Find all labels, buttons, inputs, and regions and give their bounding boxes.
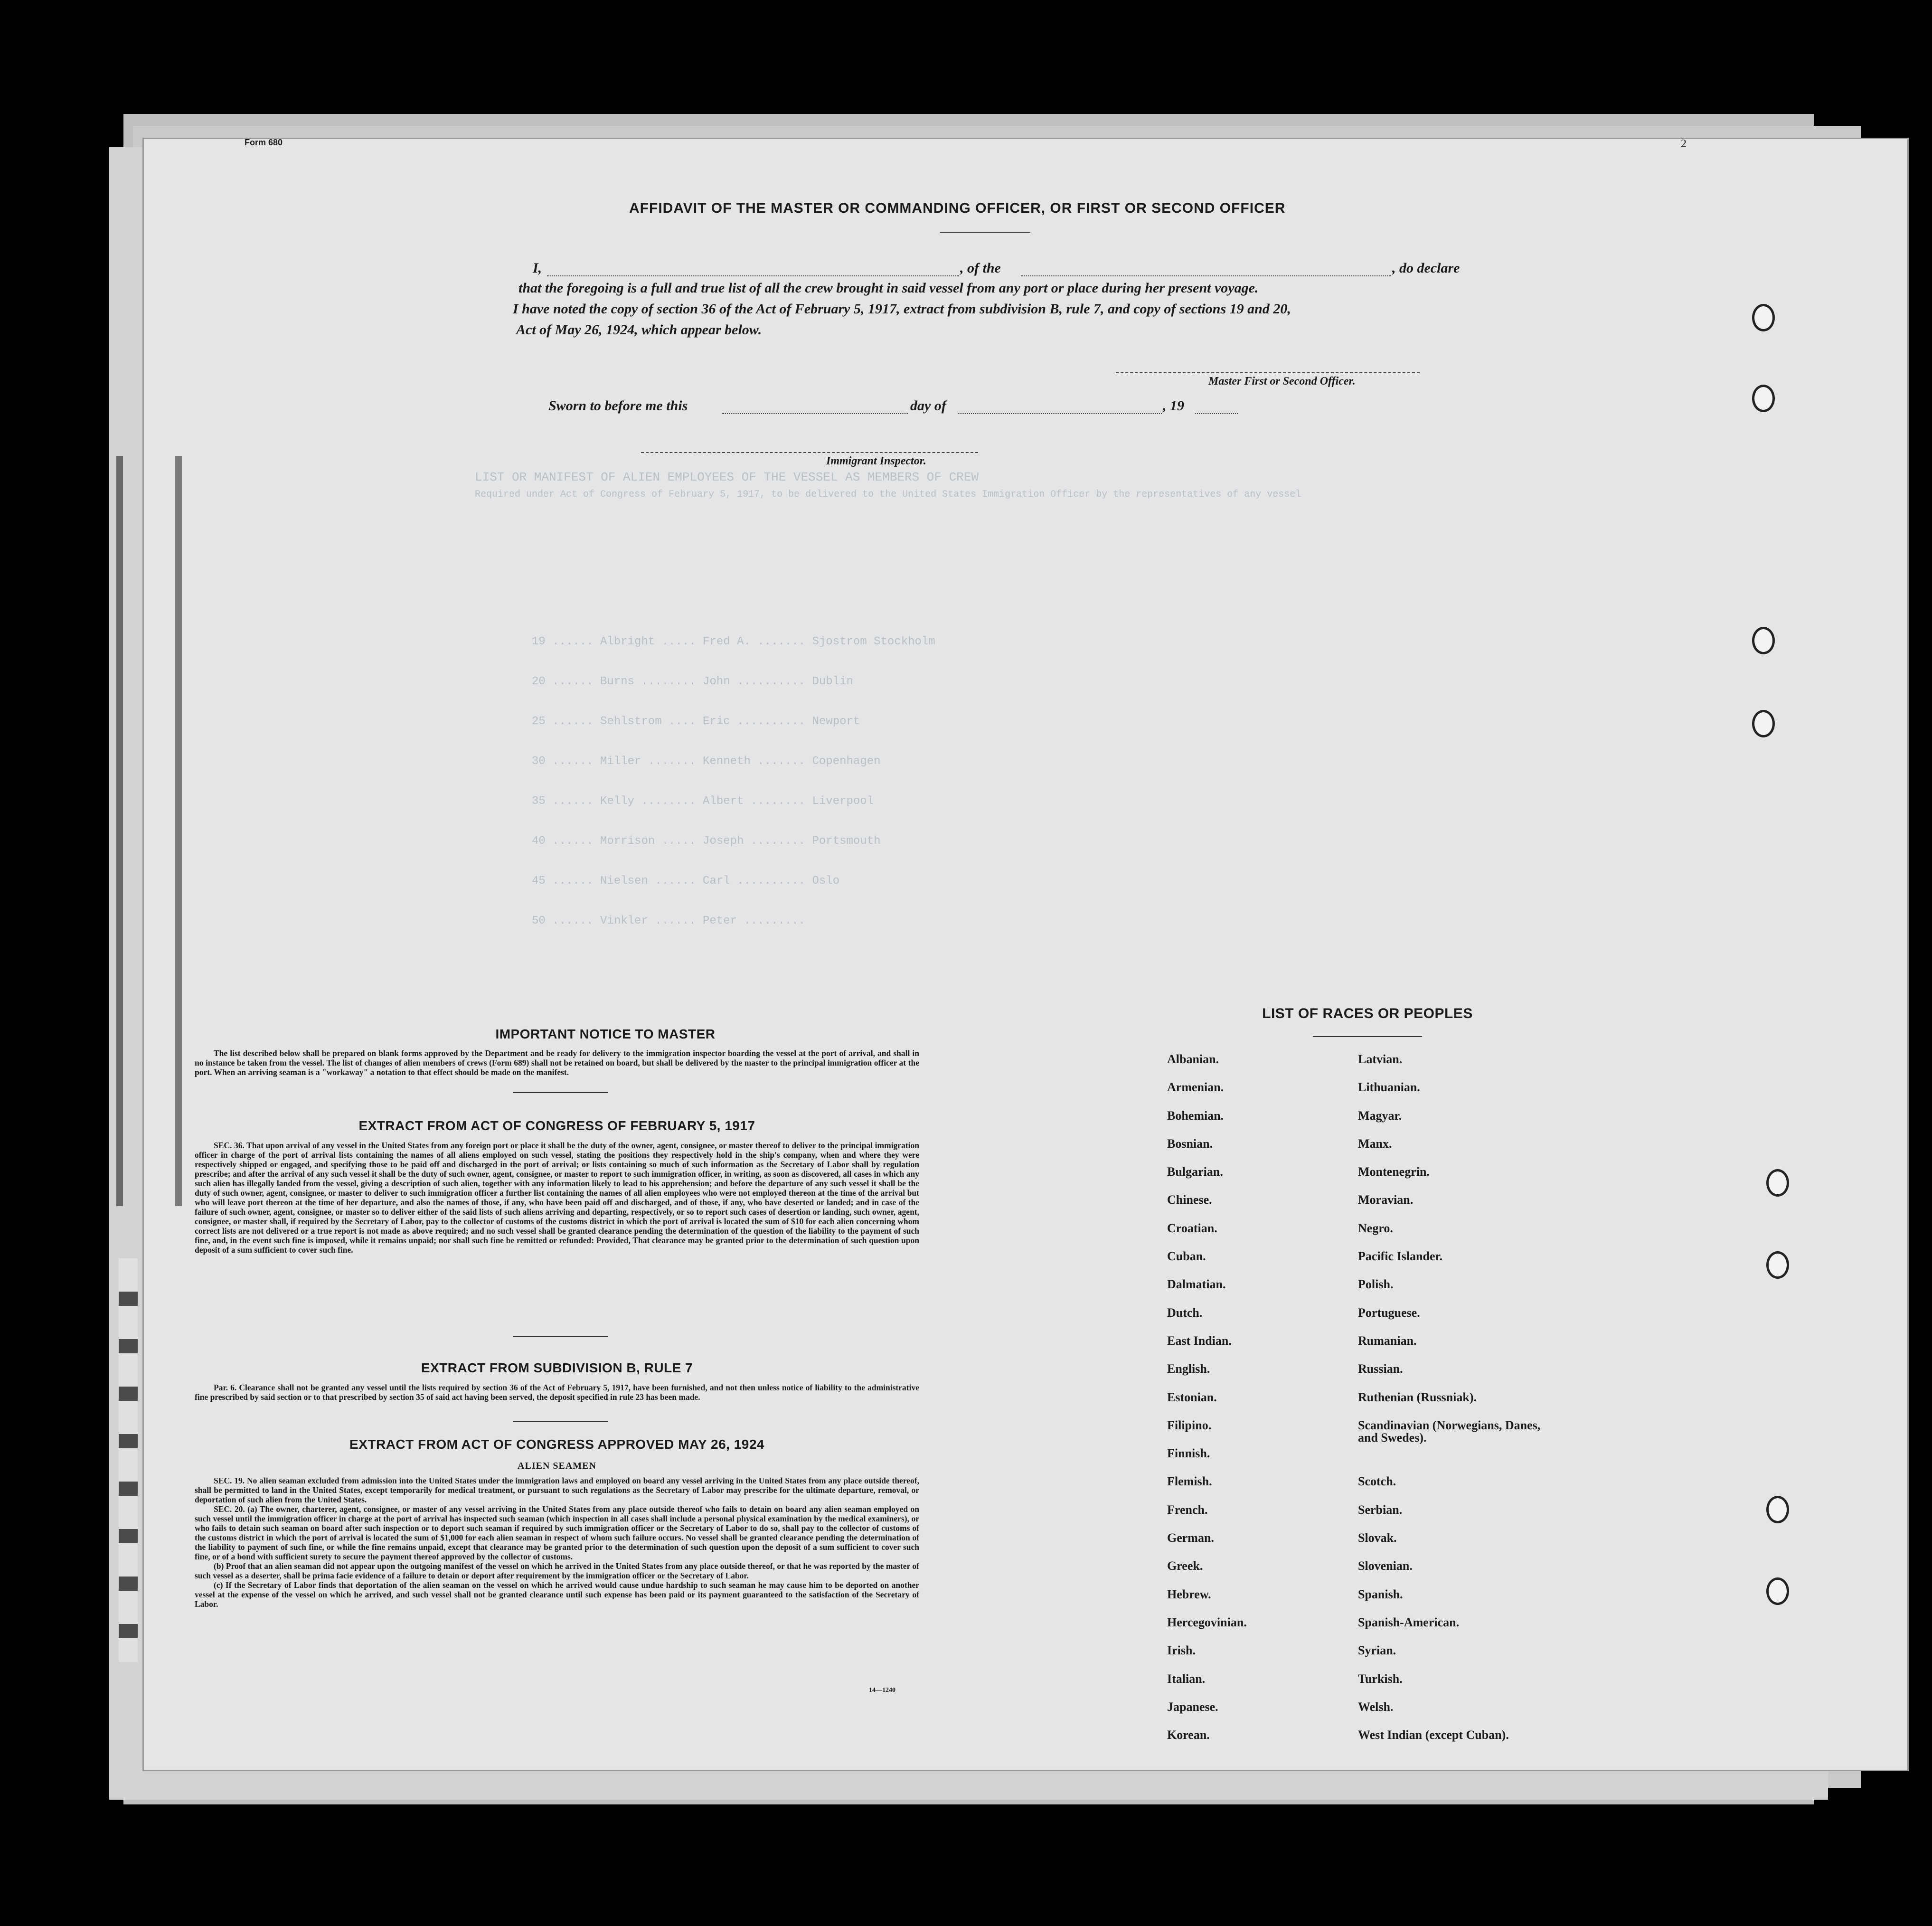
declaration-do-declare: , do declare — [1392, 260, 1460, 276]
sworn-day-of: day of — [910, 398, 946, 414]
margin-tick-marks — [119, 1258, 138, 1662]
punch-hole-icon — [1766, 1169, 1789, 1197]
affidavit-title: AFFIDAVIT OF THE MASTER OR COMMANDING OFFICER, OR FIRST OR SECOND OFFICER — [629, 200, 1286, 216]
sworn-label: Sworn to before me this — [548, 398, 688, 414]
race-item: Bulgarian. — [1167, 1165, 1223, 1179]
rule-7-text — [195, 1383, 919, 1402]
race-item: Rumanian. — [1358, 1333, 1417, 1348]
race-item: Hebrew. — [1167, 1587, 1211, 1601]
race-item: Welsh. — [1358, 1699, 1394, 1714]
margin-handwriting-mark — [116, 456, 182, 1206]
rule-7-paragraph: Par. 6. Clearance shall not be granted any vessel until the lists required by section 36 of the Act of February 5, 1917, have been furnished, and not then unless notice of liability to the administrative fine prescribed by said section or to that prescribed by section 35 of said act having been served, the deposit specified in rule 23 has been made. — [195, 1383, 919, 1402]
race-item: Spanish-American. — [1358, 1615, 1460, 1629]
race-item: Bosnian. — [1167, 1136, 1213, 1151]
race-item: Pacific Islander. — [1358, 1249, 1443, 1264]
race-item: Chinese. — [1167, 1193, 1212, 1207]
alien-seamen-subtitle: ALIEN SEAMEN — [518, 1461, 596, 1471]
race-item: Greek. — [1167, 1559, 1203, 1573]
rule-7-rule — [513, 1421, 608, 1422]
sworn-year-field[interactable] — [1195, 400, 1238, 414]
race-item: Albanian. — [1167, 1052, 1219, 1066]
race-item: Slovak. — [1358, 1531, 1397, 1545]
vessel-name-field[interactable] — [1021, 262, 1391, 276]
rule-7-title: EXTRACT FROM SUBDIVISION B, RULE 7 — [421, 1360, 693, 1375]
inspector-caption: Immigrant Inspector. — [826, 455, 926, 467]
sworn-year-label: , 19 — [1163, 398, 1184, 414]
page-number: 2 — [1681, 138, 1687, 150]
race-item: Spanish. — [1358, 1587, 1403, 1601]
race-item: Finnish. — [1167, 1446, 1210, 1461]
declaration-line-3: I have noted the copy of section 36 of the Act of February 5, 1917, extract from subdivision B, rule 7, and copy of sections 19 and 20, — [513, 301, 1291, 317]
bleed-through-table: 19 ...... Albright ..... Fred A. ....... Sjostrom Stockholm 20 ...... Burns ........ John .......... Dublin 25 ...... Sehlstrom .... Eric .......... Newport 30 ...... Miller ....... Kenneth ....... Copenhagen 35 ...... Kelly ........ Albert ........ Liverpool 40 ...... Morrison ..... Joseph ........ Portsmouth 45 ...... Nielsen ...... Carl .......... Oslo 50 ...... Vinkler ...... Peter ......... — [532, 635, 935, 927]
race-item: Italian. — [1167, 1671, 1206, 1686]
race-item: Armenian. — [1167, 1080, 1224, 1095]
title-rule — [940, 232, 1030, 233]
race-item: Irish. — [1167, 1643, 1196, 1658]
inspector-signature-line[interactable] — [641, 451, 978, 453]
race-item: Montenegrin. — [1358, 1165, 1430, 1179]
race-item: Turkish. — [1358, 1671, 1403, 1686]
punch-hole-icon — [1766, 1251, 1789, 1279]
master-caption: Master First or Second Officer. — [1208, 375, 1356, 387]
punch-hole-icon — [1766, 1496, 1789, 1523]
race-item: Croatian. — [1167, 1221, 1217, 1235]
punch-hole-icon — [1766, 1577, 1789, 1605]
bleed-through-row: Required under Act of Congress of February 5, 1917, to be delivered to the United States Immigration Officer by the representatives of any vessel — [475, 489, 1301, 500]
master-name-field[interactable] — [547, 262, 959, 276]
races-title: LIST OF RACES OR PEOPLES — [1262, 1006, 1473, 1021]
document-page — [142, 138, 1909, 1771]
sworn-day-field[interactable] — [722, 400, 908, 414]
race-item: Korean. — [1167, 1728, 1210, 1742]
extract-1917-text — [195, 1141, 919, 1255]
race-item: Moravian. — [1358, 1193, 1414, 1207]
bleed-through-crew-list: LIST OR MANIFEST OF ALIEN EMPLOYEES OF THE VESSEL AS MEMBERS OF CREW — [475, 470, 979, 484]
race-item: Manx. — [1358, 1136, 1392, 1151]
punch-hole-icon — [1752, 385, 1775, 412]
races-rule — [1313, 1036, 1422, 1037]
section-19-paragraph: SEC. 19. No alien seaman excluded from admission into the United States under the immigration laws and employed on board any vessel arriving in the United States from any place outside thereof, shall be permitted to land in the United States, except temporarily for medical treatment, or pursuant to such regulations as the Secretary of Labor may prescribe for the ultimate departure, removal, or deportation of such alien from the United States. — [195, 1476, 919, 1504]
race-item: West Indian (except Cuban). — [1358, 1728, 1509, 1742]
race-item: German. — [1167, 1531, 1214, 1545]
declaration-line-2: that the foregoing is a full and true list of all the crew brought in said vessel from any port or place during her present voyage. — [518, 280, 1259, 296]
punch-hole-icon — [1752, 304, 1775, 331]
declaration-of-the: , of the — [960, 260, 1001, 276]
punch-hole-icon — [1752, 627, 1775, 654]
extract-1917-title: EXTRACT FROM ACT OF CONGRESS OF FEBRUARY 5, 1917 — [358, 1118, 755, 1133]
race-item: Lithuanian. — [1358, 1080, 1420, 1095]
race-item: Flemish. — [1167, 1474, 1212, 1489]
declaration-line-4: Act of May 26, 1924, which appear below. — [516, 322, 762, 338]
race-item: Dalmatian. — [1167, 1277, 1226, 1292]
race-item: Latvian. — [1358, 1052, 1403, 1066]
section-20b-paragraph: (b) Proof that an alien seaman did not appear upon the outgoing manifest of the vessel on which he arrived in the United States from any place outside thereof, or that he was reported by the master of such vessel as a deserter, shall be prima facie evidence of a failure to detain or deport after requirement by the immigration officer or the Secretary of Labor. — [195, 1561, 919, 1580]
race-item: English. — [1167, 1362, 1210, 1376]
race-item: Negro. — [1358, 1221, 1393, 1235]
race-item: Portuguese. — [1358, 1305, 1420, 1320]
sworn-month-field[interactable] — [958, 400, 1162, 414]
declaration-i: I, — [533, 260, 542, 276]
master-signature-line[interactable] — [1116, 371, 1420, 373]
notice-rule — [513, 1092, 608, 1093]
race-item: Syrian. — [1358, 1643, 1396, 1658]
race-item: Filipino. — [1167, 1418, 1212, 1432]
races-right-column — [1358, 1053, 1567, 1757]
section-36-paragraph: SEC. 36. That upon arrival of any vessel in the United States from any foreign port or place it shall be the duty of the owner, agent, consignee, or master thereof to deliver to the principal immigration officer in charge of the port of arrival lists containing the names of all aliens employed on such vessel, stating the positions they respectively hold in the ship's company, when and where they were respectively shipped or engaged, and specifying those to be paid off and discharged in the port of arrival; or lists containing so much of such information as the Secretary of Labor shall by regulation prescribe; and after the arrival of any such vessel it shall be the duty of such owner, agent, consignee, or master to report to such immigration officer, in writing, as soon as discovered, all cases in which any such alien has illegally landed from the vessel, giving a description of such alien, together with any information likely to lead to his apprehension; and before the departure of any such vessel it shall be the duty of such owner, agent, consignee, or master to deliver to such immigration officer a further list containing the names of all alien employees who were not employed thereon at the time of the arrival but who will leave port thereon at the time of her departure, and also the names of those, if any, who have been paid off and discharged, and of those, if any, who have deserted or landed; and in case of the failure of such owner, agent, consignee, or master so to deliver either of the said lists of such aliens arriving and departing, respectively, or so to report such cases of desertion or landing, such owner, agent, consignee, or master shall, if required by the Secretary of Labor, pay to the collector of customs of the customs district in which the port of arrival is located the sum of $10 for each alien concerning whom correct lists are not delivered or a true report is not made as above required; and no such vessel shall be granted clearance pending the determination of the question of the liability to the payment of such fine, and, in the event such fine is imposed, while it remains unpaid; nor shall such fine be remitted or refunded: Provided, That clearance may be granted prior to the determination of such question upon deposit of a sum sufficient to cover such fine. — [195, 1141, 919, 1255]
race-item: Ruthenian (Russniak). — [1358, 1390, 1477, 1404]
section-20a-paragraph: SEC. 20. (a) The owner, charterer, agent, consignee, or master of any vessel arriving in the United States from any place outside thereof who fails to detain on board any alien seaman employed on such vessel until the immigration officer in charge at the port of arrival has inspected such seaman (which inspection in all cases shall include a personal physical examination by the medical examiners), or who fails to detain such seaman on board after such inspection or to deport such seaman if required by such immigration officer or the Secretary of Labor to do so, shall pay to the collector of customs of the customs district in which the port of arrival is located the sum of $1,000 for each alien seaman in respect of whom such failure occurs. No vessel shall be granted clearance pending the determination of the liability to payment of such fine, or while the fine remains unpaid, except that clearance may be granted prior to the determination of such question upon the deposit of a sum sufficient to cover such fine, or of a bond with sufficient surety to secure the payment thereof approved by the collector of customs. — [195, 1504, 919, 1561]
extract-1924-text — [195, 1476, 919, 1609]
notice-title: IMPORTANT NOTICE TO MASTER — [495, 1027, 716, 1041]
race-item: Bohemian. — [1167, 1108, 1224, 1123]
race-item: Dutch. — [1167, 1305, 1203, 1320]
race-item: Scotch. — [1358, 1474, 1396, 1489]
notice-text — [195, 1048, 919, 1077]
race-item: Japanese. — [1167, 1699, 1218, 1714]
race-item: Hercegovinian. — [1167, 1615, 1247, 1629]
race-item: Russian. — [1358, 1362, 1403, 1376]
form-number: Form 680 — [245, 138, 283, 147]
notice-paragraph: The list described below shall be prepared on blank forms approved by the Department and be ready for delivery to the immigration inspector boarding the vessel at the port of arrival, and shall in no instance be taken from the vessel. The list of changes of alien members of crews (Form 689) shall not be retained on board, but shall be delivered by the master to the principal immigration officer at the port. When an arriving seaman is a "workaway" a notation to that effect should be made on the manifest. — [195, 1048, 919, 1077]
sworn-line — [548, 398, 1261, 417]
race-item: Polish. — [1358, 1277, 1394, 1292]
race-item: French. — [1167, 1502, 1208, 1517]
race-item: Magyar. — [1358, 1108, 1402, 1123]
extract-1924-title: EXTRACT FROM ACT OF CONGRESS APPROVED MAY 26, 1924 — [349, 1437, 764, 1452]
extract-1917-rule — [513, 1336, 608, 1337]
races-left-column — [1167, 1053, 1348, 1757]
race-item: Estonian. — [1167, 1390, 1217, 1404]
race-item: Cuban. — [1167, 1249, 1206, 1264]
declaration-line-1 — [533, 260, 1530, 279]
section-20c-paragraph: (c) If the Secretary of Labor finds that deportation of the alien seaman on the vessel on which he arrived would cause undue hardship to such seaman he may cause him to be deported on another vessel at the expense of the vessel on which he arrived, and such vessel shall not be granted clearance until such expense has been paid or its payment guaranteed to the satisfaction of the Secretary of Labor. — [195, 1580, 919, 1609]
print-code: 14—1240 — [869, 1687, 895, 1694]
race-item: East Indian. — [1167, 1333, 1232, 1348]
punch-hole-icon — [1752, 710, 1775, 737]
race-item: Serbian. — [1358, 1502, 1403, 1517]
race-item: Scandinavian (Norwegians, Danes, and Swedes). — [1358, 1418, 1541, 1444]
race-item: Slovenian. — [1358, 1559, 1413, 1573]
